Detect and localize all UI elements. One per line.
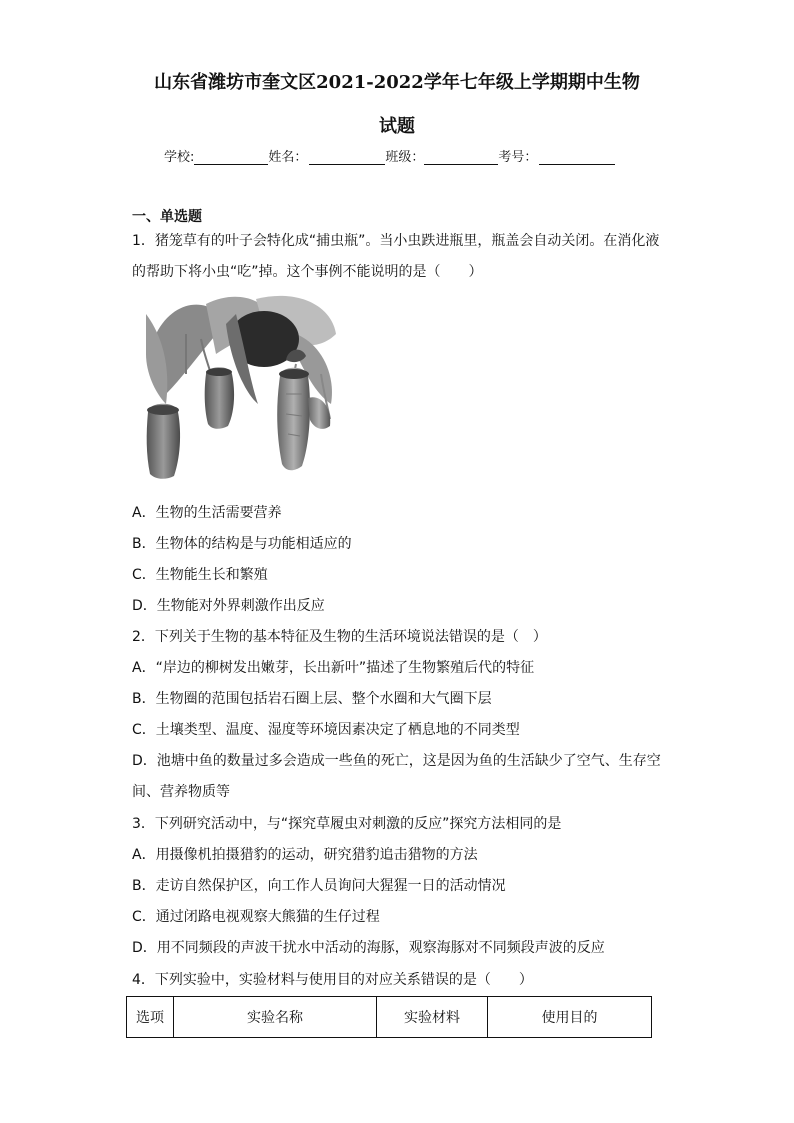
exam-no-label: 考号：	[498, 150, 538, 165]
q1-option-b[interactable]: B．生物体的结构是与功能相适应的	[132, 536, 352, 552]
q2-option-a[interactable]: A．“岸边的柳树发出嫩芽，长出新叶”描述了生物繁殖后代的特征	[132, 660, 535, 676]
q4-table	[126, 996, 652, 1038]
q4-stem: 4．下列实验中，实验材料与使用目的对应关系错误的是（ ）	[132, 972, 533, 988]
section-title: 一、单选题	[132, 209, 202, 225]
class-label: 班级：	[385, 150, 425, 165]
exam-title-line1: 山东省潍坊市奎文区2021-2022学年七年级上学期期中生物	[154, 72, 640, 93]
q3-option-a[interactable]: A．用摄像机拍摄猎豹的运动，研究猎豹追击猎物的方法	[132, 847, 478, 863]
table-header-row	[127, 997, 652, 1038]
header-option: 选项	[127, 997, 174, 1038]
q1-option-c[interactable]: C．生物能生长和繁殖	[132, 567, 268, 583]
q3-option-c[interactable]: C．通过闭路电视观察大熊猫的生仔过程	[132, 909, 380, 925]
name-blank[interactable]	[309, 150, 385, 165]
header-purpose: 使用目的	[488, 997, 652, 1038]
school-label: 学校:	[164, 150, 195, 165]
q3-stem: 3．下列研究活动中，与“探究草履虫对刺激的反应”探究方法相同的是	[132, 816, 562, 832]
q2-option-c[interactable]: C．土壤类型、温度、湿度等环境因素决定了栖息地的不同类型	[132, 722, 520, 738]
name-label: 姓名：	[268, 150, 308, 165]
q2-option-b[interactable]: B．生物圈的范围包括岩石圈上层、整个水圈和大气圈下层	[132, 691, 492, 707]
exam-no-blank[interactable]	[539, 150, 615, 165]
school-blank[interactable]	[194, 150, 268, 165]
class-blank[interactable]	[424, 150, 498, 165]
pitcher-plant-photo	[146, 294, 338, 480]
q2-option-d[interactable]: D．池塘中鱼的数量过多会造成一些鱼的死亡，这是因为鱼的生活缺少了空气、生存空	[132, 753, 661, 769]
header-experiment-name: 实验名称	[174, 997, 377, 1038]
q1-stem-line2: 的帮助下将小虫“吃”掉。这个事例不能说明的是（ ）	[132, 264, 483, 280]
student-info-row	[164, 146, 615, 165]
q1-option-a[interactable]: A．生物的生活需要营养	[132, 505, 282, 521]
q2-stem: 2．下列关于生物的基本特征及生物的生活环境说法错误的是（ ）	[132, 629, 547, 645]
q3-option-b[interactable]: B．走访自然保护区，向工作人员询问大猩猩一日的活动情况	[132, 878, 506, 894]
q3-option-d[interactable]: D．用不同频段的声波干扰水中活动的海豚，观察海豚对不同频段声波的反应	[132, 940, 605, 956]
exam-title-line2: 试题	[379, 116, 415, 137]
header-materials: 实验材料	[377, 997, 488, 1038]
q1-stem-line1: 1．猪笼草有的叶子会特化成“捕虫瓶”。当小虫跌进瓶里，瓶盖会自动关闭。在消化液	[132, 233, 660, 249]
q2-option-d-cont: 间、营养物质等	[132, 784, 230, 800]
q1-option-d[interactable]: D．生物能对外界刺激作出反应	[132, 598, 325, 614]
